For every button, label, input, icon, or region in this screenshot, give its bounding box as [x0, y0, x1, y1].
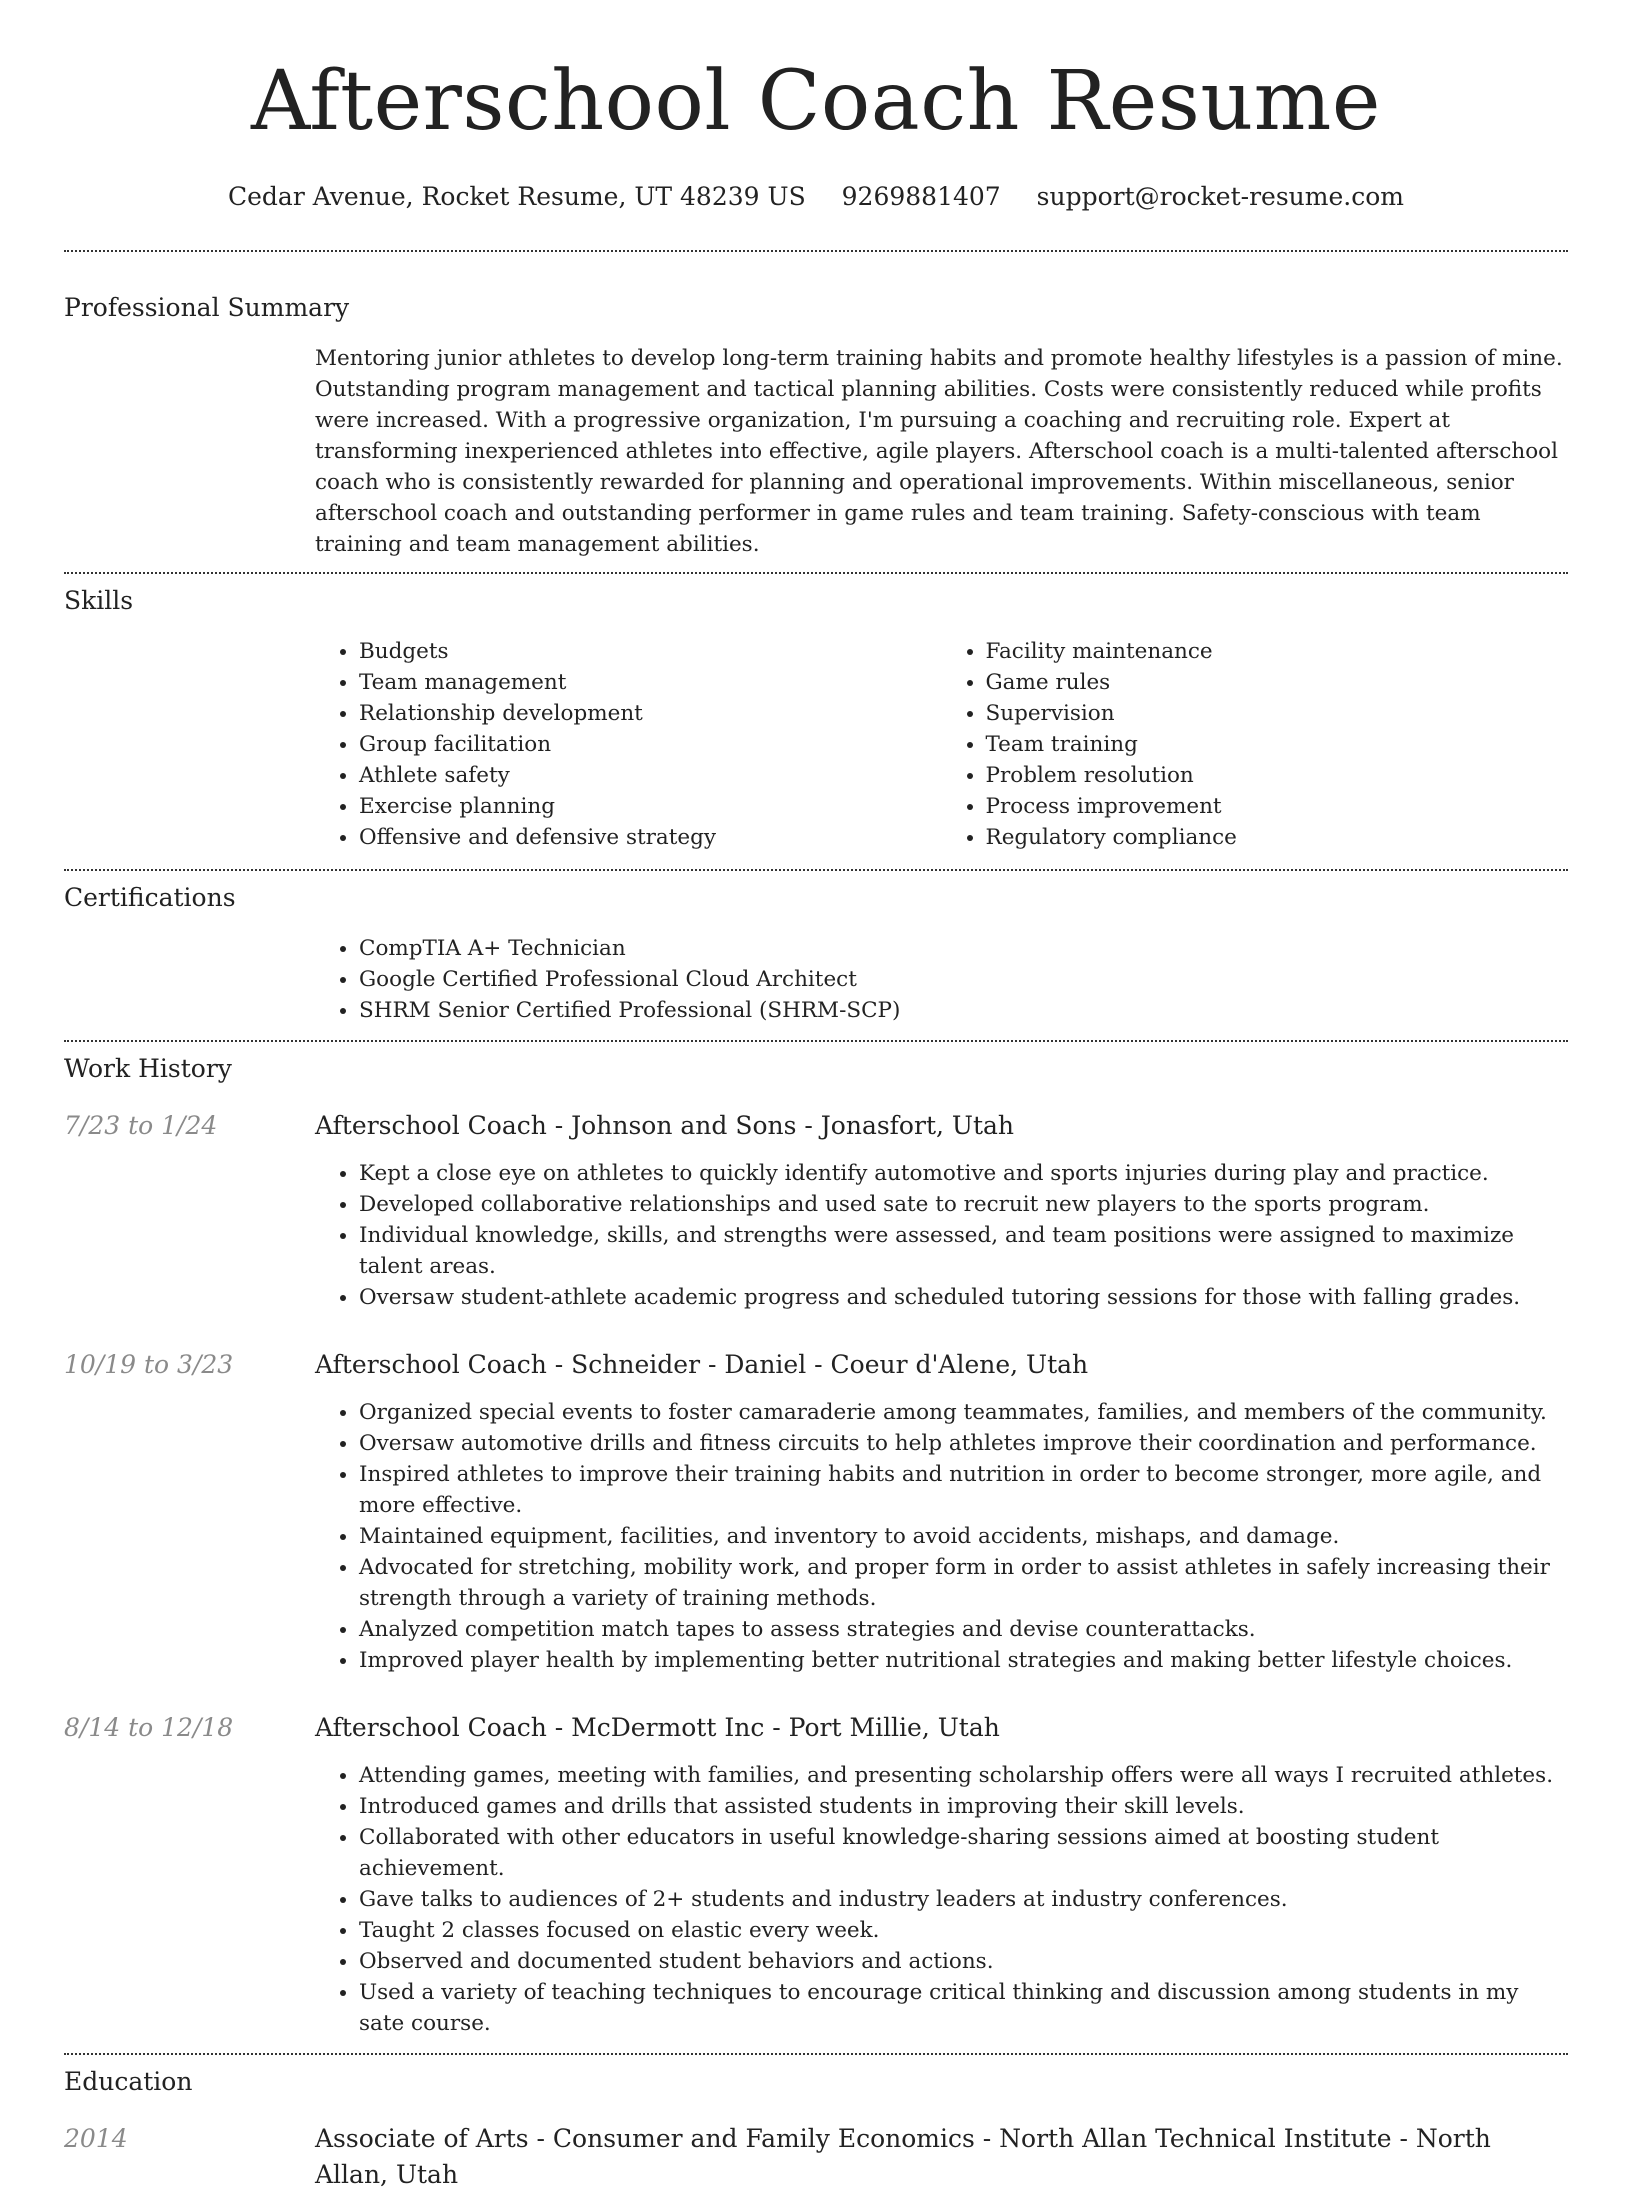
job-bullet: • Collaborated with other educators in useful knowledge-sharing sessions aimed at boosting student achievement. — [359, 1822, 1568, 1884]
job-bullet: • Individual knowledge, skills, and strengths were assessed, and team positions were assigned to maximize talent areas. — [359, 1220, 1568, 1282]
education-details — [315, 2121, 1568, 2193]
job-bullet: • Attending games, meeting with families, and presenting scholarship offers were all ways I recruited athletes. — [359, 1760, 1568, 1791]
job-date: 10/19 to 3/23 — [64, 1350, 234, 1379]
job-bullets — [315, 1397, 1568, 1676]
certification-item: • Google Certified Professional Cloud Architect — [359, 964, 1568, 995]
contact-phone: 9269881407 — [841, 182, 1001, 211]
skill-item: • Regulatory compliance — [986, 822, 1569, 853]
contact-address: Cedar Avenue, Rocket Resume, UT 48239 US — [228, 182, 806, 211]
skill-item: • Game rules — [986, 667, 1569, 698]
job-bullet: • Maintained equipment, facilities, and inventory to avoid accidents, mishaps, and damage. — [359, 1521, 1568, 1552]
education-section — [64, 2055, 1568, 2193]
skill-item: • Exercise planning — [359, 791, 942, 822]
skill-item: • Supervision — [986, 698, 1569, 729]
job-bullet: • Oversaw automotive drills and fitness circuits to help athletes improve their coordination and performance. — [359, 1428, 1568, 1459]
section-title-work: Work History — [64, 1054, 232, 1083]
job-details — [315, 1347, 1568, 1676]
skills-section — [64, 574, 1568, 869]
job-bullets — [315, 1158, 1568, 1313]
job-bullet: • Kept a close eye on athletes to quickly identify automotive and sports injuries during play and practice. — [359, 1158, 1568, 1189]
summary-section — [64, 252, 1568, 572]
job-bullet: • Used a variety of teaching techniques to encourage critical thinking and discussion among students in my sate course. — [359, 1977, 1568, 2039]
skills-list-left — [315, 636, 942, 853]
job-entry — [64, 1108, 1568, 1313]
skills-columns — [315, 636, 1568, 869]
skill-item: • Offensive and defensive strategy — [359, 822, 942, 853]
skill-item: • Team training — [986, 729, 1569, 760]
education-title: Associate of Arts - Consumer and Family Economics - North Allan Technical Institute - North Allan, Utah — [315, 2124, 1491, 2189]
education-entry — [64, 2121, 1568, 2193]
job-bullet: • Oversaw student-athlete academic progress and scheduled tutoring sessions for those with falling grades. — [359, 1282, 1568, 1313]
job-title: Afterschool Coach - McDermott Inc - Port Millie, Utah — [315, 1713, 1000, 1742]
job-bullet: • Analyzed competition match tapes to assess strategies and devise counterattacks. — [359, 1614, 1568, 1645]
skill-item: • Team management — [359, 667, 942, 698]
job-bullet: • Taught 2 classes focused on elastic every week. — [359, 1915, 1568, 1946]
job-bullets — [315, 1760, 1568, 2039]
contact-line — [64, 180, 1568, 214]
resume-title: Afterschool Coach Resume — [251, 54, 1381, 149]
section-title-education: Education — [64, 2067, 193, 2096]
certifications-list — [315, 933, 1568, 1026]
job-bullet: • Advocated for stretching, mobility work, and proper form in order to assist athletes in safely increasing their strength through a variety of training methods. — [359, 1552, 1568, 1614]
summary-text: Mentoring junior athletes to develop long-term training habits and promote healthy lifestyles is a passion of mine. Outstanding program management and tactical planning abilities. Costs were consistently reduced while profits were increased. With a progressive organization, I'm pursuing a coaching and recruiting role. Expert at transforming inexperienced athletes into effective, agile players. Afterschool coach is a multi-talented afterschool coach who is consistently rewarded for planning and operational improvements. Within miscellaneous, senior afterschool coach and outstanding performer in game rules and team training. Safety-conscious with team training and team management abilities. — [315, 346, 1563, 557]
job-entry — [64, 1347, 1568, 1676]
certification-item: • SHRM Senior Certified Professional (SHRM-SCP) — [359, 995, 1568, 1026]
job-bullet: • Developed collaborative relationships and used sate to recruit new players to the sports program. — [359, 1189, 1568, 1220]
skill-item: • Process improvement — [986, 791, 1569, 822]
section-title-skills: Skills — [64, 586, 134, 615]
job-bullet: • Introduced games and drills that assisted students in improving their skill levels. — [359, 1791, 1568, 1822]
job-details — [315, 1108, 1568, 1313]
job-title: Afterschool Coach - Schneider - Daniel - Coeur d'Alene, Utah — [315, 1350, 1089, 1379]
job-bullet: • Gave talks to audiences of 2+ students and industry leaders at industry conferences. — [359, 1884, 1568, 1915]
skills-list-right — [942, 636, 1569, 853]
certifications-section — [64, 871, 1568, 1040]
skill-item: • Facility maintenance — [986, 636, 1569, 667]
section-title-summary: Professional Summary — [64, 293, 350, 322]
education-date: 2014 — [64, 2124, 128, 2153]
job-date: 7/23 to 1/24 — [64, 1111, 218, 1140]
job-title: Afterschool Coach - Johnson and Sons - Jonasfort, Utah — [315, 1111, 1014, 1140]
skill-item: • Relationship development — [359, 698, 942, 729]
job-bullet: • Observed and documented student behaviors and actions. — [359, 1946, 1568, 1977]
job-bullet: • Inspired athletes to improve their training habits and nutrition in order to become stronger, more agile, and more effective. — [359, 1459, 1568, 1521]
job-details — [315, 1710, 1568, 2039]
job-entry — [64, 1710, 1568, 2039]
skill-item: • Group facilitation — [359, 729, 942, 760]
job-bullet: • Improved player health by implementing better nutritional strategies and making better lifestyle choices. — [359, 1645, 1568, 1676]
work-history-section — [64, 1042, 1568, 2053]
skill-item: • Athlete safety — [359, 760, 942, 791]
section-title-certifications: Certifications — [64, 883, 236, 912]
contact-email: support@rocket-resume.com — [1036, 182, 1404, 211]
skill-item: • Budgets — [359, 636, 942, 667]
certification-item: • CompTIA A+ Technician — [359, 933, 1568, 964]
job-date: 8/14 to 12/18 — [64, 1713, 234, 1742]
certifications-list-wrap — [315, 933, 1568, 1040]
skill-item: • Problem resolution — [986, 760, 1569, 791]
resume-page — [64, 0, 1568, 2193]
job-bullet: • Organized special events to foster camaraderie among teammates, families, and members of the community. — [359, 1397, 1568, 1428]
